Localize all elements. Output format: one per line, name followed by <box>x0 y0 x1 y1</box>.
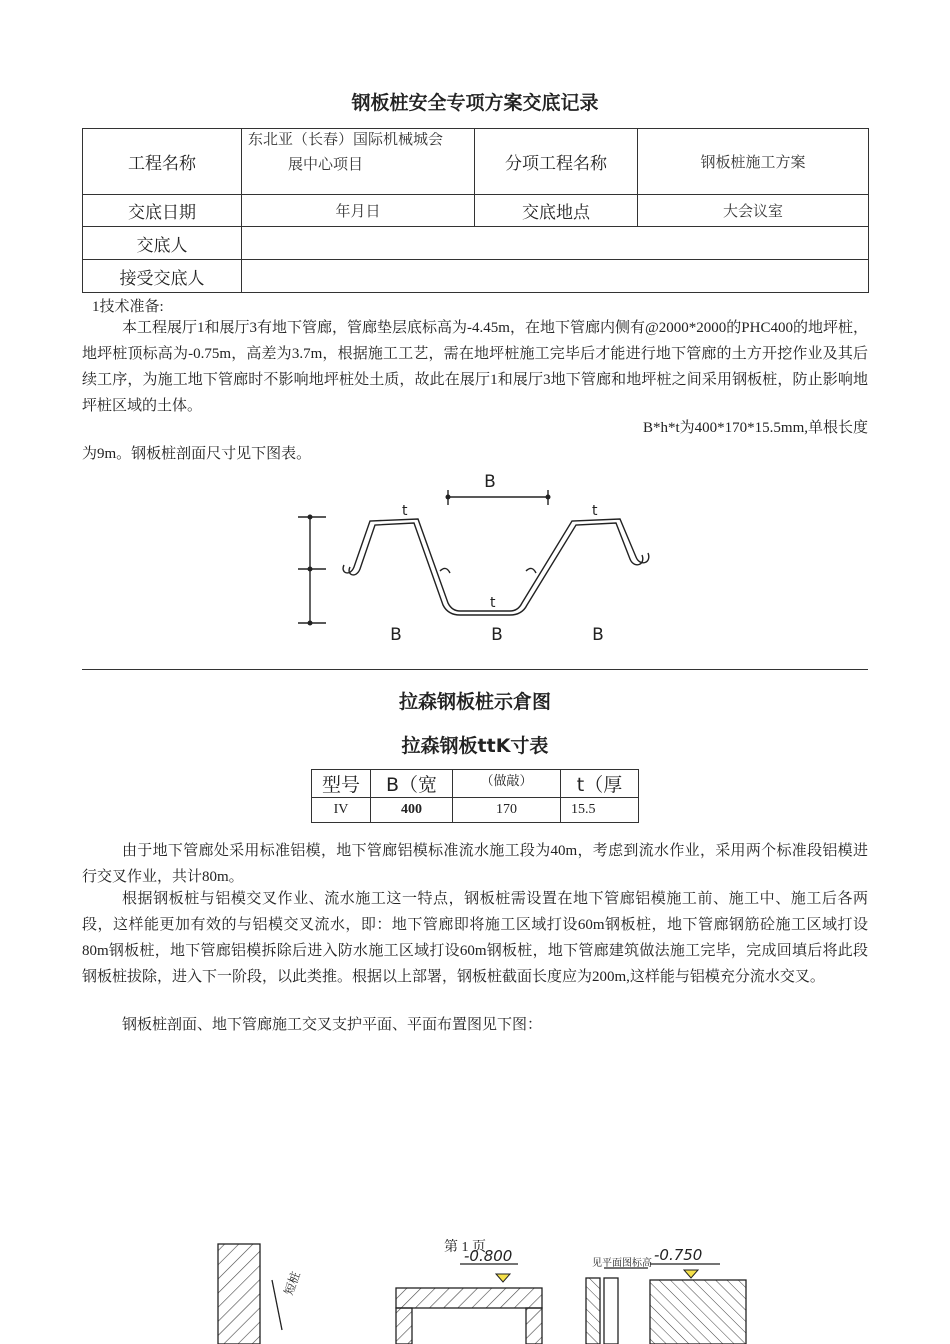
dims-cell-height: 170 <box>453 798 561 823</box>
place-value: 大会议室 <box>638 195 869 227</box>
page-footer: 第 1 页 <box>444 1240 486 1255</box>
receiver-value <box>242 260 869 293</box>
figure1-label-top: B <box>484 472 496 492</box>
dims-header-width: B（宽 <box>371 770 453 798</box>
dims-cell-model: IV <box>312 798 371 823</box>
project-name-value-line2: 展中心项目 <box>288 157 364 173</box>
presenter-value <box>242 227 869 260</box>
table-caption: 拉森钢板ttK寸表 <box>401 735 549 757</box>
elevation-left: -0.800 <box>464 1247 513 1265</box>
dims-header-thickness: t（厚 <box>561 770 639 798</box>
date-label: 交底日期 <box>83 195 242 227</box>
elevation-right: -0.750 <box>654 1246 703 1264</box>
place-label: 交底地点 <box>475 195 638 227</box>
dimensions-table <box>311 769 639 823</box>
header-table <box>82 128 869 293</box>
paragraph-4: 根据钢板桩与铝模交叉作业、流水施工这一特点，钢板桩需设置在地下管廊铝模施工前、施工中、施工后各两段，这样能更加有效的与铝模交叉流水，即：地下管廊即将施工区域打设60m钢板桩，地下管廊钢筋砼施工区域打设80m钢板桩，地下管廊铝模拆除后进入防水施工区域打设60m钢板桩，地下管廊建筑做法施工完毕，完成回填后将此段钢板桩拔除，进入下一阶段，以此类推。根据以上部署，钢板桩截面长度应为200m,这样能与铝模充分流水交叉。 <box>82 891 868 985</box>
paragraph-2-line1: B*h*t为400*170*15.5mm,单根长度 <box>642 420 868 436</box>
sub-project-label: 分项工程名称 <box>475 129 638 195</box>
paragraph-5: 钢板桩剖面、地下管廊施工交叉支护平面、平面布置图见下图： <box>122 1017 543 1033</box>
section1-heading: 1技术准备: <box>92 299 164 315</box>
document-title: 钢板桩安全专项方案交底记录 <box>351 92 599 114</box>
horizontal-rule <box>82 669 868 670</box>
figure-caption: 拉森钢板桩示倉图 <box>398 691 551 713</box>
project-name-label: 工程名称 <box>83 129 242 195</box>
presenter-label: 交底人 <box>83 227 242 260</box>
dims-cell-width: 400 <box>371 798 453 823</box>
sheet-pile-section-figure <box>280 465 680 645</box>
dims-header-model: 型号 <box>312 770 371 798</box>
figure1-label-bottom-2: B <box>491 625 503 645</box>
label-ground-level: 见平面图标高 <box>592 1258 652 1269</box>
receiver-label: 接受交底人 <box>83 260 242 293</box>
project-name-value <box>242 129 475 195</box>
project-name-value-line1: 东北亚（长春）国际机械城会 <box>248 132 444 148</box>
figure1-label-t-bottom: t <box>490 595 496 611</box>
figure1-label-t-left: t <box>402 503 408 519</box>
section-drawing-figure <box>200 1240 760 1344</box>
sub-project-value: 钢板桩施工方案 <box>638 129 869 195</box>
paragraph-2-line2: 为9m。钢板桩剖面尺寸见下图表。 <box>82 446 312 462</box>
figure1-label-bottom-3: B <box>592 625 604 645</box>
paragraph-3: 由于地下管廊处采用标准铝模，地下管廊铝模标准流水施工段为40m，考虑到流水作业，采用两个标准段铝模进行交叉作业，共计80m。 <box>82 843 868 885</box>
dims-cell-thickness: 15.5 <box>561 798 639 823</box>
date-value: 年月日 <box>242 195 475 227</box>
label-short-pile: 短桩 <box>281 1269 304 1298</box>
dims-header-height: （做敲） <box>453 770 561 798</box>
figure1-label-t-right: t <box>592 503 598 519</box>
paragraph-1: 本工程展厅1和展厅3有地下管廊，管廊垫层底标高为-4.45m，在地下管廊内侧有@2000*2000的PHC400的地坪桩，地坪桩顶标高为-0.75m，高差为3.7m，根据施工工艺，需在地坪桩施工完毕后才能进行地下管廊的土方开挖作业及其后续工序，为施工地下管廊时不影响地坪桩处土质，故此在展厅1和展厅3地下管廊和地坪桩之间采用钢板桩，防止影响地坪桩区域的土体。 <box>82 320 868 414</box>
figure1-label-bottom-1: B <box>390 625 402 645</box>
